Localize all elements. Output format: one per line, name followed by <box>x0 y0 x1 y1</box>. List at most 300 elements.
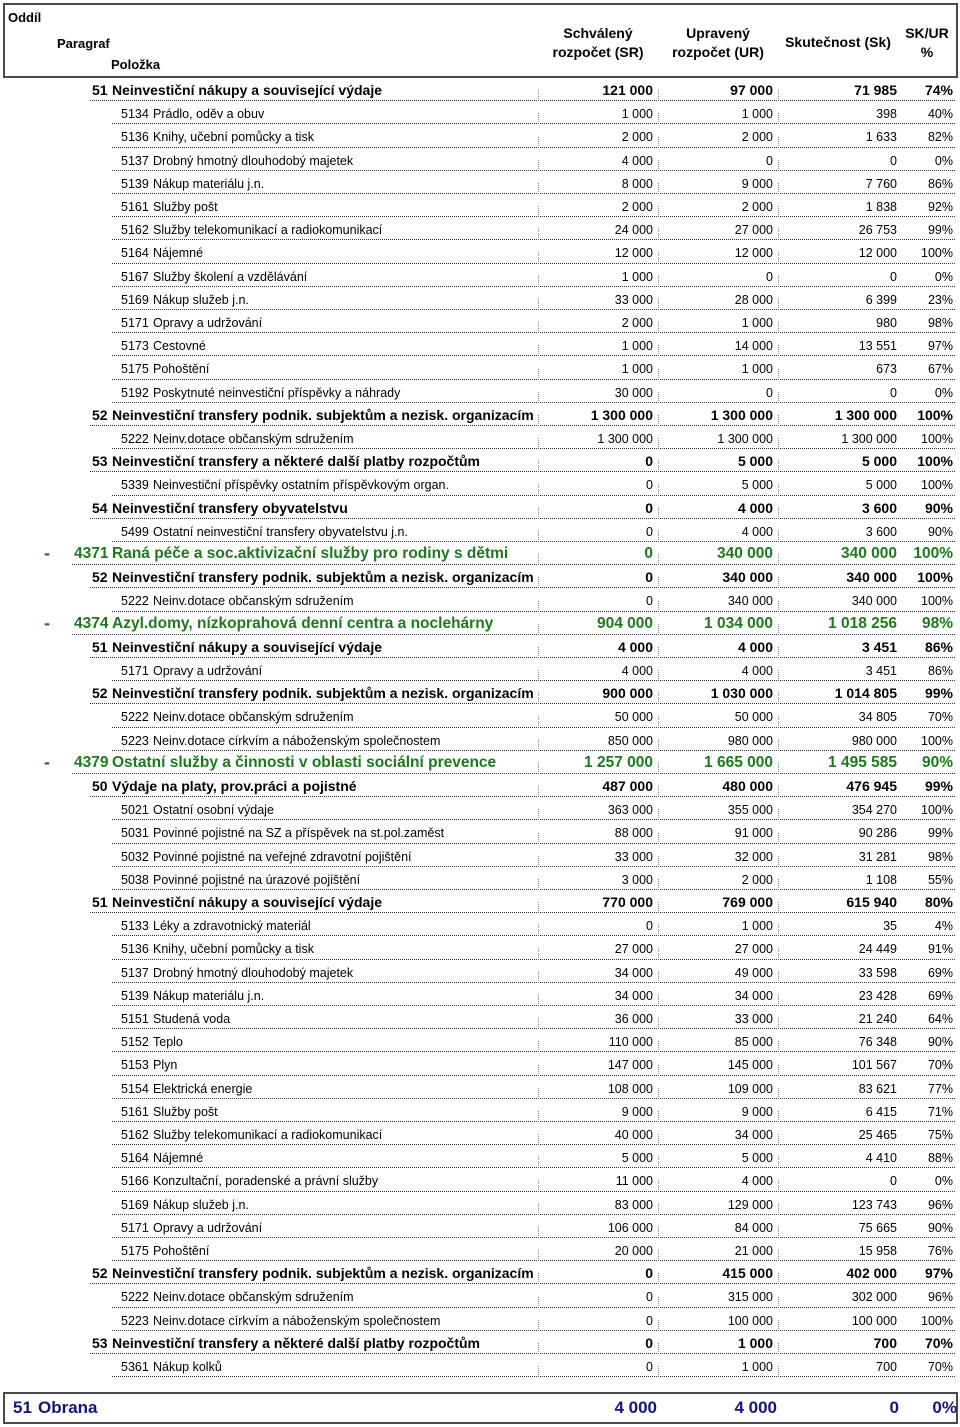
item-row <box>0 1008 960 1031</box>
column-divider <box>778 160 779 171</box>
row-sk: 7 760 <box>865 176 897 191</box>
item-row <box>0 1356 960 1379</box>
row-ur: 109 000 <box>727 1081 773 1096</box>
row-label: Povinné pojistné na SZ a příspěvek na st.pol.zaměst <box>153 826 445 841</box>
paragraph-row <box>0 753 960 776</box>
column-divider <box>538 1250 539 1261</box>
row-label: Neinvestiční transfery podnik. subjektům a nezisk. organizacím <box>112 569 534 586</box>
row-sr: 30 000 <box>614 385 653 400</box>
column-divider <box>538 183 539 194</box>
row-rule <box>112 982 955 983</box>
row-sk: 26 753 <box>858 223 897 238</box>
row-sr: 27 000 <box>614 942 653 957</box>
column-divider <box>778 113 779 124</box>
row-sk: 75 665 <box>858 1220 897 1235</box>
row-label: Nákup kolků <box>153 1360 222 1374</box>
row-rule <box>112 1028 955 1029</box>
column-divider <box>658 925 659 936</box>
row-sk: 1 108 <box>865 872 897 887</box>
row-rule <box>112 402 955 403</box>
column-divider <box>538 229 539 240</box>
column-divider <box>538 299 539 310</box>
row-sk: 1 018 256 <box>828 614 897 632</box>
row-ur: 84 000 <box>734 1220 773 1235</box>
row-pct: 69% <box>927 988 953 1003</box>
column-divider <box>778 206 779 217</box>
row-ur: 28 000 <box>734 292 773 307</box>
row-rule <box>112 123 955 124</box>
footer-total-row <box>3 1392 958 1424</box>
row-label: Konzultační, poradenské a právní služby <box>153 1174 379 1189</box>
row-label: Pohoštění <box>153 1244 210 1258</box>
row-pct: 100% <box>917 406 953 423</box>
row-code: 4374 <box>74 614 109 632</box>
column-divider <box>538 1320 539 1331</box>
row-code: 5164 <box>121 1151 149 1166</box>
row-ur: 145 000 <box>727 1058 773 1073</box>
column-divider <box>658 137 659 148</box>
row-sr: 36 000 <box>614 1012 653 1026</box>
column-divider <box>658 972 659 983</box>
column-divider <box>658 206 659 217</box>
row-pct: 100% <box>921 733 953 748</box>
row-pct: 99% <box>924 778 953 794</box>
column-divider <box>658 485 659 496</box>
row-sr: 88 000 <box>614 826 653 841</box>
column-divider <box>658 1065 659 1076</box>
row-code: 5167 <box>121 269 149 284</box>
column-divider <box>778 1018 779 1029</box>
row-rule <box>112 355 955 356</box>
column-divider <box>778 949 779 960</box>
row-sr: 0 <box>646 524 653 539</box>
row-ur: 1 000 <box>741 1360 773 1374</box>
row-sk: 31 281 <box>858 849 897 864</box>
row-ur: 4 000 <box>741 524 773 539</box>
column-divider <box>538 717 539 728</box>
row-label: Opravy a udržování <box>153 664 263 678</box>
row-code: 5139 <box>121 988 149 1003</box>
column-divider <box>778 229 779 240</box>
row-ur: 1 000 <box>741 107 773 122</box>
row-label: Neinvestiční transfery a některé další platby rozpočtům <box>112 453 481 470</box>
header-ur-line1: Upravený <box>686 25 750 41</box>
row-sk: 0 <box>890 269 897 284</box>
row-label: Služby telekomunikací a radiokomunikací <box>153 223 383 238</box>
row-sr: 0 <box>645 1334 653 1351</box>
footer-pct: 0% <box>932 1398 957 1417</box>
column-divider <box>658 1343 659 1354</box>
item-row <box>0 1054 960 1077</box>
row-sk: 340 000 <box>851 594 897 609</box>
group-row <box>0 451 960 474</box>
row-label: Nájemné <box>153 246 204 261</box>
column-divider <box>778 1181 779 1192</box>
item-row <box>0 150 960 173</box>
column-divider <box>658 113 659 124</box>
row-sr: 34 000 <box>614 965 653 980</box>
row-code: 5223 <box>121 1313 149 1328</box>
row-sk: 71 985 <box>854 82 897 98</box>
column-divider <box>778 1088 779 1099</box>
row-ur: 49 000 <box>734 965 773 980</box>
row-rule <box>112 843 955 844</box>
row-rule <box>112 448 955 449</box>
row-ur: 27 000 <box>734 223 773 238</box>
row-sr: 4 000 <box>621 153 653 168</box>
item-row <box>0 382 960 405</box>
column-divider <box>538 160 539 171</box>
row-sk: 3 600 <box>865 524 897 539</box>
row-ur: 315 000 <box>727 1290 773 1305</box>
row-pct: 98% <box>927 849 953 864</box>
row-sr: 2 000 <box>621 316 653 330</box>
row-ur: 14 000 <box>734 339 773 354</box>
row-sr: 33 000 <box>614 849 653 864</box>
row-sr: 0 <box>646 919 653 934</box>
row-sr: 0 <box>646 594 653 609</box>
column-divider <box>778 90 779 101</box>
row-sk: 354 270 <box>851 803 897 818</box>
column-divider <box>538 995 539 1006</box>
row-rule <box>112 866 955 867</box>
row-sr: 4 000 <box>617 638 653 655</box>
row-label: Knihy, učební pomůcky a tisk <box>153 942 314 957</box>
row-ur: 1 000 <box>741 362 773 377</box>
row-code: 52 <box>92 685 108 702</box>
row-sr: 3 000 <box>621 872 653 887</box>
column-divider <box>778 1204 779 1215</box>
column-divider <box>658 345 659 356</box>
row-code: 5222 <box>121 710 149 725</box>
row-sk: 6 415 <box>865 1104 897 1119</box>
row-pct: 86% <box>927 664 953 678</box>
column-divider <box>658 1273 659 1284</box>
row-pct: 90% <box>927 1035 953 1050</box>
row-code: 5136 <box>121 942 149 957</box>
column-divider <box>538 461 539 472</box>
row-label: Studená voda <box>153 1012 231 1026</box>
item-row <box>0 521 960 544</box>
item-row <box>0 962 960 985</box>
row-rule <box>90 703 955 704</box>
row-ur: 100 000 <box>727 1313 773 1328</box>
row-rule <box>112 889 955 890</box>
paragraph-marker-icon: ‐ <box>44 543 50 563</box>
row-sk: 6 399 <box>865 292 897 307</box>
row-ur: 9 000 <box>741 176 773 191</box>
column-divider <box>658 1204 659 1215</box>
row-ur: 0 <box>766 269 773 284</box>
row-sr: 40 000 <box>614 1128 653 1142</box>
row-sk: 1 495 585 <box>828 753 897 771</box>
row-label: Povinné pojistné na úrazové pojištění <box>153 872 361 887</box>
group-row <box>0 80 960 103</box>
row-ur: 1 000 <box>741 919 773 934</box>
column-divider <box>778 577 779 588</box>
column-divider <box>778 1343 779 1354</box>
row-sr: 24 000 <box>614 223 653 238</box>
row-sk: 5 000 <box>861 453 897 470</box>
row-pct: 86% <box>927 176 953 191</box>
column-divider <box>778 1250 779 1261</box>
item-row <box>0 799 960 822</box>
column-divider <box>538 137 539 148</box>
header-ur-line2: rozpočet (UR) <box>672 44 764 60</box>
row-sk: 398 <box>876 107 897 122</box>
row-code: 51 <box>92 894 108 910</box>
column-divider <box>658 1320 659 1331</box>
column-divider <box>778 1111 779 1122</box>
paragraph-row <box>0 614 960 637</box>
column-divider <box>778 1157 779 1168</box>
column-divider <box>778 740 779 751</box>
row-pct: 90% <box>927 1220 953 1235</box>
row-sk: 35 <box>883 919 897 934</box>
row-sk: 340 000 <box>846 569 897 586</box>
row-code: 5171 <box>121 664 149 678</box>
row-pct: 71% <box>927 1104 953 1119</box>
column-divider <box>778 856 779 867</box>
header-sr-line2: rozpočet (SR) <box>552 44 644 60</box>
column-divider <box>778 925 779 936</box>
column-divider <box>658 856 659 867</box>
row-ur: 32 000 <box>734 849 773 864</box>
row-sr: 1 300 000 <box>590 406 653 423</box>
column-divider <box>778 392 779 403</box>
row-ur: 0 <box>766 153 773 168</box>
item-row <box>0 730 960 753</box>
row-pct: 70% <box>924 1334 953 1351</box>
row-pct: 75% <box>927 1128 953 1142</box>
row-sr: 770 000 <box>602 894 653 910</box>
row-code: 5223 <box>121 733 149 748</box>
row-sr: 110 000 <box>608 1035 653 1050</box>
row-ur: 1 300 000 <box>710 406 773 423</box>
row-sk: 673 <box>876 362 897 377</box>
column-divider <box>778 345 779 356</box>
row-sk: 402 000 <box>846 1265 897 1282</box>
row-rule <box>112 750 955 751</box>
row-code: 52 <box>92 1265 108 1282</box>
column-divider <box>538 1088 539 1099</box>
row-ur: 2 000 <box>741 872 773 887</box>
row-rule <box>112 216 955 217</box>
column-divider <box>658 647 659 658</box>
item-row <box>0 660 960 683</box>
row-code: 5173 <box>121 339 149 354</box>
column-divider <box>538 1227 539 1238</box>
row-code: 54 <box>92 499 108 516</box>
row-sr: 1 000 <box>621 362 653 377</box>
row-label: Cestovné <box>153 339 206 354</box>
row-pct: 92% <box>927 200 953 214</box>
column-divider <box>778 809 779 820</box>
row-sr: 0 <box>646 478 653 493</box>
row-label: Neinv.dotace církvím a náboženským společnostem <box>153 733 441 748</box>
row-code: 5032 <box>121 849 149 864</box>
row-ur: 340 000 <box>716 545 773 562</box>
row-sr: 1 000 <box>621 339 653 354</box>
row-code: 5133 <box>121 919 149 934</box>
row-sr: 0 <box>644 545 653 562</box>
column-divider <box>778 833 779 844</box>
row-code: 5162 <box>121 223 149 238</box>
row-sk: 980 <box>876 316 897 330</box>
row-pct: 91% <box>927 942 953 957</box>
row-rule <box>112 1330 955 1331</box>
row-pct: 100% <box>921 594 953 609</box>
header-sr-line1: Schválený <box>563 25 633 41</box>
column-divider <box>778 253 779 264</box>
group-row <box>0 637 960 660</box>
row-label: Neinvestiční nákupy a související výdaje <box>112 638 383 655</box>
column-divider <box>778 299 779 310</box>
row-ur: 21 000 <box>734 1244 773 1258</box>
header-pct-line1: SK/UR <box>905 25 949 41</box>
row-pct: 97% <box>927 339 953 354</box>
row-pct: 0% <box>934 385 953 400</box>
row-pct: 86% <box>924 638 953 655</box>
row-sr: 11 000 <box>615 1174 653 1189</box>
row-rule <box>112 1005 955 1006</box>
column-divider <box>538 554 539 565</box>
row-code: 5192 <box>121 385 149 400</box>
column-divider <box>538 1041 539 1052</box>
item-row <box>0 474 960 497</box>
column-divider <box>778 508 779 519</box>
row-sr: 0 <box>646 1290 653 1305</box>
column-divider <box>538 1273 539 1284</box>
row-rule <box>112 1214 955 1215</box>
row-sr: 0 <box>645 453 653 470</box>
row-label: Služby školení a vzdělávání <box>153 269 308 284</box>
row-sr: 50 000 <box>614 710 653 725</box>
column-divider <box>538 1366 539 1377</box>
row-rule <box>90 518 955 519</box>
header-pct-line2: % <box>920 44 934 60</box>
row-label: Azyl.domy, nízkoprahová denní centra a noclehárny <box>112 614 494 632</box>
row-code: 5222 <box>121 594 149 609</box>
row-pct: 70% <box>927 1058 953 1073</box>
column-divider <box>538 925 539 936</box>
column-divider <box>538 879 539 890</box>
column-divider <box>778 1273 779 1284</box>
group-row <box>0 405 960 428</box>
row-pct: 99% <box>927 223 953 238</box>
column-divider <box>658 415 659 426</box>
column-divider <box>538 856 539 867</box>
row-sk: 3 451 <box>861 638 897 655</box>
row-ur: 97 000 <box>730 82 773 98</box>
row-sk: 21 240 <box>858 1012 897 1026</box>
row-code: 51 <box>92 82 108 98</box>
column-divider <box>778 902 779 913</box>
row-label: Drobný hmotný dlouhodobý majetek <box>153 153 354 168</box>
row-code: 5169 <box>121 292 149 307</box>
row-pct: 98% <box>927 316 953 330</box>
item-row <box>0 1217 960 1240</box>
row-ur: 0 <box>766 385 773 400</box>
group-row <box>0 567 960 590</box>
column-divider <box>538 438 539 449</box>
column-divider <box>538 322 539 333</box>
row-label: Ostatní neinvestiční transfery obyvatelstvu j.n. <box>153 524 408 539</box>
row-code: 5031 <box>121 826 149 841</box>
row-ur: 12 000 <box>734 246 773 261</box>
row-rule <box>112 170 955 171</box>
row-sk: 700 <box>873 1334 897 1351</box>
row-pct: 96% <box>927 1197 953 1212</box>
row-sr: 0 <box>646 1360 653 1374</box>
column-divider <box>538 670 539 681</box>
row-label: Neinvestiční nákupy a související výdaje <box>112 82 383 98</box>
row-label: Výdaje na platy, prov.práci a pojistné <box>112 778 357 794</box>
row-sk: 33 598 <box>858 965 897 980</box>
row-pct: 100% <box>921 246 953 261</box>
row-rule <box>90 425 955 426</box>
row-pct: 70% <box>927 1360 953 1374</box>
row-code: 5136 <box>121 130 149 145</box>
column-divider <box>658 1018 659 1029</box>
column-divider <box>778 276 779 287</box>
row-rule <box>112 1260 955 1261</box>
row-pct: 100% <box>921 1313 953 1328</box>
column-divider <box>658 276 659 287</box>
row-sk: 1 300 000 <box>841 432 897 446</box>
column-divider <box>538 1181 539 1192</box>
row-rule <box>112 1167 955 1168</box>
column-divider <box>538 647 539 658</box>
row-code: 52 <box>92 569 108 586</box>
column-divider <box>778 438 779 449</box>
row-code: 5171 <box>121 316 149 330</box>
column-divider <box>778 183 779 194</box>
row-ur: 4 000 <box>741 664 773 678</box>
row-sr: 904 000 <box>596 614 653 632</box>
row-sr: 34 000 <box>614 988 653 1003</box>
column-divider <box>538 740 539 751</box>
group-row <box>0 1263 960 1286</box>
row-pct: 98% <box>921 614 953 632</box>
header-pct <box>896 24 958 62</box>
column-divider <box>778 1366 779 1377</box>
row-sk: 1 300 000 <box>834 406 897 423</box>
row-label: Neinvestiční nákupy a související výdaje <box>112 894 383 910</box>
item-row <box>0 869 960 892</box>
row-rule <box>112 1144 955 1145</box>
column-divider <box>538 1297 539 1308</box>
row-pct: 97% <box>924 1265 953 1282</box>
row-label: Nákup materiálu j.n. <box>153 176 265 191</box>
footer-ur: 4 000 <box>734 1398 777 1417</box>
row-code: 5161 <box>121 1104 149 1119</box>
column-divider <box>658 995 659 1006</box>
row-pct: 80% <box>924 894 953 910</box>
row-label: Nájemné <box>153 1151 204 1166</box>
row-ur: 2 000 <box>741 200 773 214</box>
item-row <box>0 335 960 358</box>
column-divider <box>658 833 659 844</box>
row-sr: 4 000 <box>621 664 653 678</box>
column-divider <box>778 995 779 1006</box>
row-sr: 1 257 000 <box>584 753 653 771</box>
row-label: Neinvestiční příspěvky ostatním příspěvkovým organ. <box>153 478 449 493</box>
column-divider <box>658 508 659 519</box>
column-divider <box>538 1111 539 1122</box>
row-ur: 27 000 <box>734 942 773 957</box>
row-code: 5151 <box>121 1012 149 1026</box>
